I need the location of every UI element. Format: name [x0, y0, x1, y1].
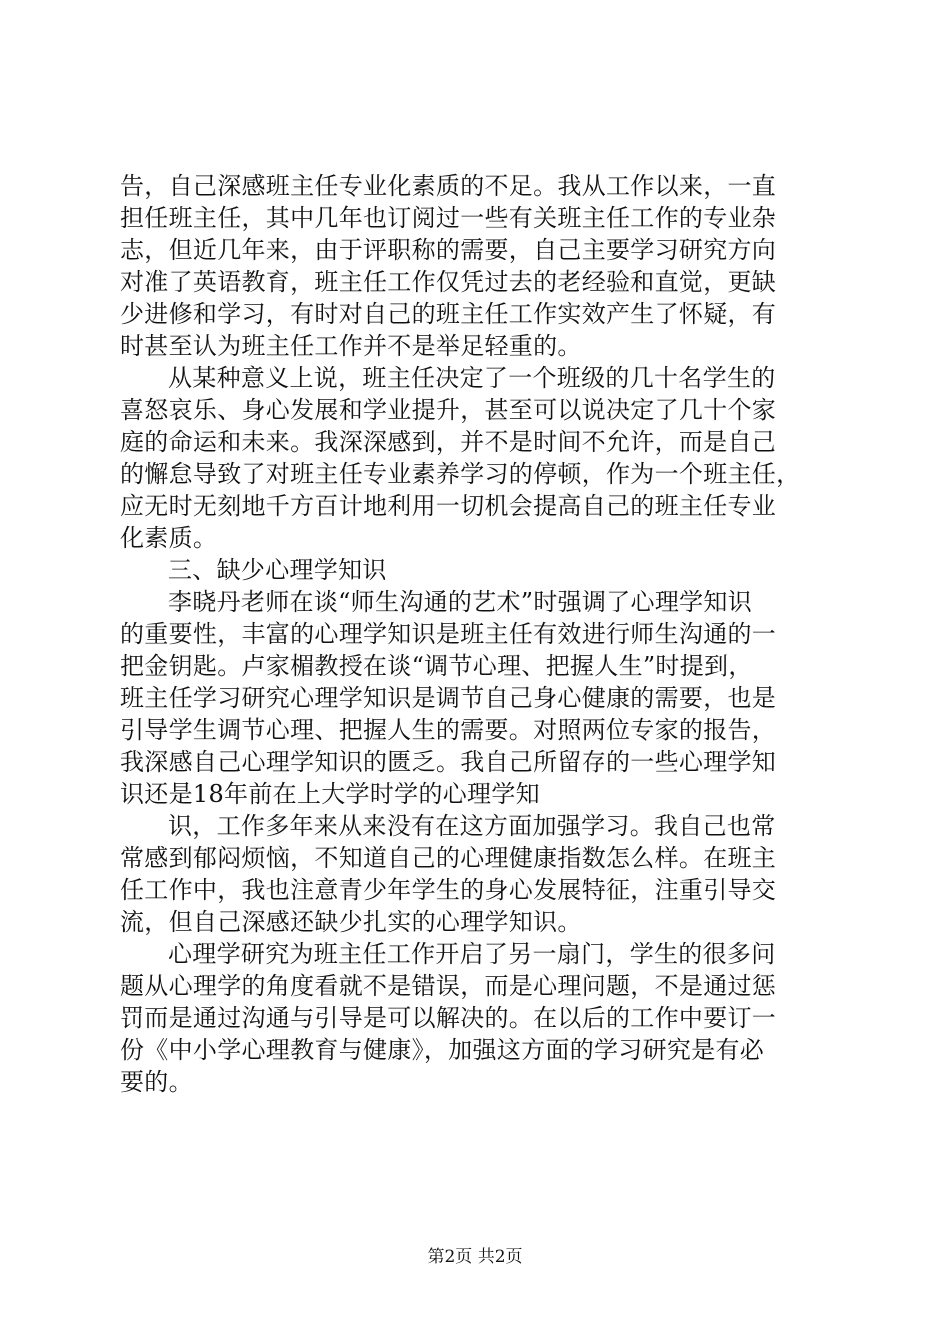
text-line: 的重要性，丰富的心理学知识是班主任有效进行师生沟通的一: [120, 620, 777, 648]
text-line: 班主任学习研究心理学知识是调节自己身心健康的需要，也是: [120, 684, 777, 712]
text-line: 告，自己深感班主任专业化素质的不足。我从工作以来，一直: [120, 172, 777, 200]
text-line: 罚而是通过沟通与引导是可以解决的。在以后的工作中要订一: [120, 1004, 777, 1032]
text-line: 志，但近几年来，由于评职称的需要，自己主要学习研究方向: [120, 236, 777, 264]
text-line: 识还是18年前在上大学时学的心理学知: [120, 780, 540, 808]
text-line: 少进修和学习，有时对自己的班主任工作实效产生了怀疑，有: [120, 300, 777, 328]
text-line: 对准了英语教育，班主任工作仅凭过去的老经验和直觉，更缺: [120, 268, 777, 296]
paragraph-start-line: 从某种意义上说，班主任决定了一个班级的几十名学生的: [168, 364, 776, 392]
page-footer: 第2页 共2页: [427, 1247, 523, 1267]
text-line: 应无时无刻地千方百计地利用一切机会提高自己的班主任专业: [120, 492, 777, 520]
text-line: 题从心理学的角度看就不是错误，而是心理问题，不是通过惩: [120, 972, 777, 1000]
text-line: 庭的命运和未来。我深深感到，并不是时间不允许，而是自己: [120, 428, 777, 456]
paragraph-start-line: 李晓丹老师在谈“师生沟通的艺术”时强调了心理学知识: [168, 588, 753, 616]
text-line: 化素质。: [120, 524, 218, 552]
text-line: 份《中小学心理教育与健康》，加强这方面的学习研究是有必: [120, 1036, 765, 1064]
section-heading: 三、缺少心理学知识: [168, 556, 387, 584]
text-line: 任工作中，我也注意青少年学生的身心发展特征，注重引导交: [120, 876, 777, 904]
text-line: 常感到郁闷烦恼，不知道自己的心理健康指数怎么样。在班主: [120, 844, 777, 872]
text-line: 引导学生调节心理、把握人生的需要。对照两位专家的报告，: [120, 716, 777, 744]
text-line: 喜怒哀乐、身心发展和学业提升，甚至可以说决定了几十个家: [120, 396, 777, 424]
text-line: 流，但自己深感还缺少扎实的心理学知识。: [120, 908, 582, 936]
paragraph-start-line: 识，工作多年来从来没有在这方面加强学习。我自己也常: [168, 812, 776, 840]
text-line: 把金钥匙。卢家楣教授在谈“调节心理、把握人生”时提到，: [120, 652, 753, 680]
text-line: 我深感自己心理学知识的匮乏。我自己所留存的一些心理学知: [120, 748, 777, 776]
text-line: 时甚至认为班主任工作并不是举足轻重的。: [120, 332, 582, 360]
paragraph-start-line: 心理学研究为班主任工作开启了另一扇门，学生的很多问: [168, 940, 776, 968]
document-body: [120, 170, 835, 1098]
text-line: 的懈怠导致了对班主任专业素养学习的停顿，作为一个班主任，: [120, 460, 801, 488]
text-line: 担任班主任，其中几年也订阅过一些有关班主任工作的专业杂: [120, 204, 777, 232]
text-line: 要的。: [120, 1068, 193, 1096]
